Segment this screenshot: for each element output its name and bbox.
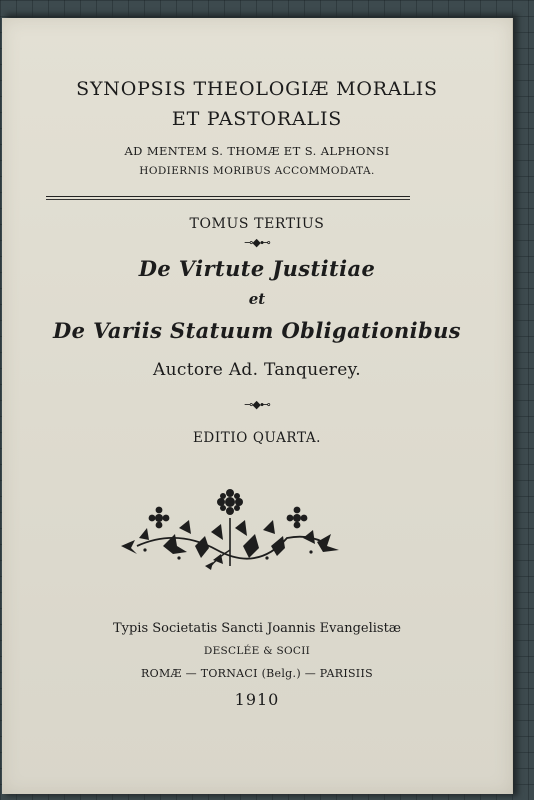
double-rule-bottom bbox=[46, 199, 410, 200]
title-page bbox=[2, 18, 513, 794]
gothic-title-line1: De Virtute Justitiae bbox=[138, 256, 376, 281]
gothic-title-conjunction: et bbox=[248, 290, 266, 308]
ornament-divider: ⊸◆⊷ bbox=[244, 236, 270, 249]
subtitle-line2: HODIERNIS MORIBUS ACCOMMODATA. bbox=[139, 165, 375, 177]
publication-year: 1910 bbox=[234, 690, 280, 709]
author-line: Auctore Ad. Tanquerey. bbox=[153, 360, 361, 380]
gothic-title-line2: De Variis Statuum Obligationibus bbox=[53, 318, 461, 343]
ornament-divider: ⊸◆⊷ bbox=[244, 398, 270, 411]
publisher-line3: ROMÆ — TORNACI (Belg.) — PARISIIS bbox=[141, 667, 373, 680]
edition-label: EDITIO QUARTA. bbox=[192, 430, 322, 446]
subtitle-line1: AD MENTEM S. THOMÆ ET S. ALPHONSI bbox=[124, 144, 390, 158]
volume-label: TOMUS TERTIUS bbox=[189, 216, 325, 232]
floral-ornament-icon bbox=[117, 488, 343, 572]
double-rule-top bbox=[46, 196, 410, 197]
main-title-line1: SYNOPSIS THEOLOGIÆ MORALIS bbox=[76, 78, 438, 100]
main-title-line2: ET PASTORALIS bbox=[171, 108, 343, 130]
publisher-line2: DESCLÉE & SOCII bbox=[203, 645, 311, 657]
publisher-line1: Typis Societatis Sancti Joannis Evangelistæ bbox=[112, 621, 402, 636]
